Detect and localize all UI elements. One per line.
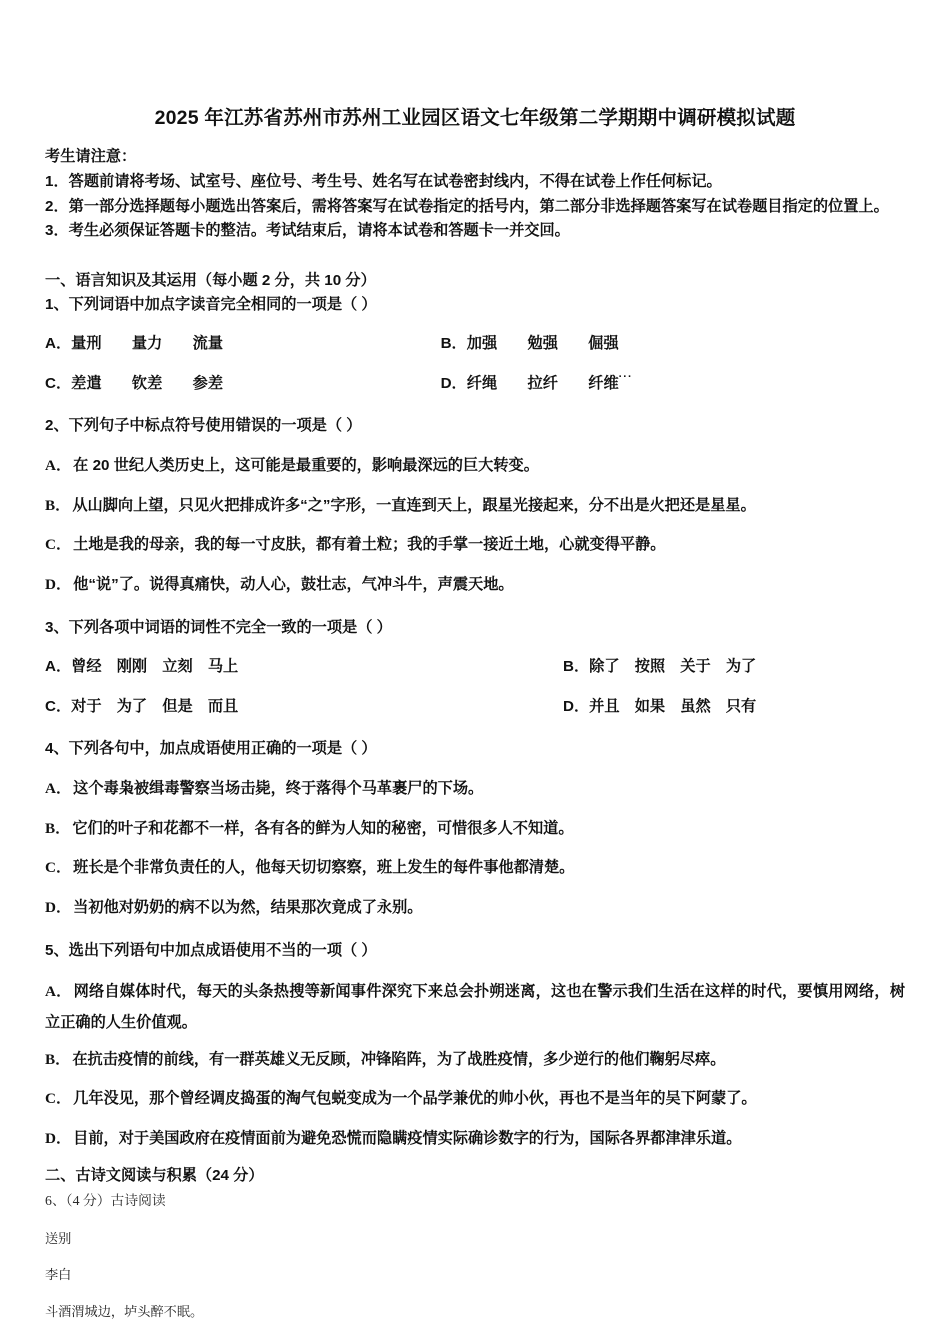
notice-item-2: 2．第一部分选择题每小题选出答案后，需将答案写在试卷指定的括号内，第二部分非选择题答案写在试卷题目指定的位置上。 xyxy=(45,197,889,215)
poem-author: 李白 xyxy=(45,1267,72,1283)
question-2-option-c xyxy=(45,533,905,558)
option-text-3a: 曾经 刚刚 立刻 马上 xyxy=(71,658,239,676)
question-4-option-a xyxy=(45,777,905,802)
option-label-1d: D． xyxy=(440,374,467,392)
question-stem-2: 2、下列句子中标点符号使用错误的一项是（ ） xyxy=(45,417,362,435)
option-text-4c: 班长是个非常负责任的人，他每天切切察察，班上发生的每件事他都清楚。 xyxy=(73,859,575,877)
question-4-option-c xyxy=(45,856,905,881)
option-label-3a: A． xyxy=(45,658,72,676)
question-4-option-b xyxy=(45,817,905,842)
notice-heading: 考生请注意： xyxy=(45,148,137,166)
question-4-option-d xyxy=(45,896,905,921)
question-5-option-a xyxy=(45,976,905,1038)
question-2-option-d xyxy=(45,573,905,598)
option-text-4b: 它们的叶子和花都不一样，各有各的鲜为人知的秘密，可惜很多人不知道。 xyxy=(72,819,574,837)
question-1-options-row-2 xyxy=(45,372,905,397)
notice-item-3: 3．考生必须保证答题卡的整洁。考试结束后，请将本试卷和答题卡一并交回。 xyxy=(45,222,570,240)
question-2-option-a xyxy=(45,454,905,479)
question-stem-1: 1、下列词语中加点字读音完全相同的一项是（ ） xyxy=(45,295,377,313)
option-text-5d: 目前，对于美国政府在疫情面前为避免恐慌而隐瞒疫情实际确诊数字的行为，国际各界都津津乐道。 xyxy=(73,1129,742,1147)
option-label-4b: B． xyxy=(45,819,71,837)
emphasis-dots-marker: ··· xyxy=(618,370,633,383)
option-label-3c: C． xyxy=(45,697,72,715)
option-label-5b: B． xyxy=(45,1050,71,1068)
option-text-5c: 几年没见，那个曾经调皮捣蛋的淘气包蜕变成为一个品学兼优的帅小伙，再也不是当年的吴下阿蒙了。 xyxy=(73,1090,757,1108)
option-label-4a: A． xyxy=(45,780,72,798)
question-1-options-row-1 xyxy=(45,332,905,357)
option-text-1b: 加强 勉强 倔强 xyxy=(466,335,619,353)
option-label-2d: D． xyxy=(45,575,72,593)
poem-line-1: 斗酒渭城边，垆头醉不眠。 xyxy=(45,1304,204,1320)
question-5-option-c xyxy=(45,1087,905,1112)
option-text-1a: 量刑 量力 流量 xyxy=(71,335,224,353)
option-label-4d: D． xyxy=(45,898,72,916)
option-label-2a: A． xyxy=(45,457,72,475)
option-label-5c: C． xyxy=(45,1090,72,1108)
option-label-5a: A． xyxy=(45,983,72,1001)
option-label-5d: D． xyxy=(45,1129,72,1147)
question-stem-5: 5、选出下列语句中加点成语使用不当的一项（ ） xyxy=(45,941,377,959)
option-text-2b: 从山脚向上望，只见火把排成许多“之”字形，一直连到天上，跟星光接起来，分不出是火把还是星星。 xyxy=(72,496,756,514)
question-stem-6: 6、（4 分）古诗阅读 xyxy=(45,1193,166,1209)
option-text-4a: 这个毒枭被缉毒警察当场击毙，终于落得个马革裹尸的下场。 xyxy=(73,780,484,798)
option-label-3b: B． xyxy=(563,658,590,676)
option-text-1d: 纤绳 拉纤 纤维 xyxy=(466,374,619,392)
question-stem-4: 4、下列各句中，加点成语使用正确的一项是（ ） xyxy=(45,740,377,758)
question-5-option-b xyxy=(45,1048,905,1073)
option-text-4d: 当初他对奶奶的病不以为然，结果那次竟成了永别。 xyxy=(73,898,423,916)
section-heading-1: 一、语言知识及其运用（每小题 2 分，共 10 分） xyxy=(45,271,376,289)
notice-item-1: 1．答题前请将考场、试室号、座位号、考生号、姓名写在试卷密封线内，不得在试卷上作任何标记。 xyxy=(45,172,722,190)
option-text-5a: 网络自媒体时代，每天的头条热搜等新闻事件深究下来总会扑朔迷离，这也在警示我们生活在这样的时代，要慎用网络，树立正确的人生价值观。 xyxy=(45,983,906,1032)
option-label-2b: B． xyxy=(45,496,71,514)
question-3-options-row-1 xyxy=(45,655,905,680)
option-text-1c: 差遣 钦差 参差 xyxy=(71,374,224,392)
option-text-2d: 他“说”了。说得真痛快，动人心，鼓壮志，气冲斗牛，声震天地。 xyxy=(73,575,514,593)
option-text-2c: 土地是我的母亲，我的每一寸皮肤，都有着土粒；我的手掌一接近土地，心就变得平静。 xyxy=(73,536,666,554)
option-label-1a: A． xyxy=(45,335,72,353)
option-text-5b: 在抗击疫情的前线，有一群英雄义无反顾，冲锋陷阵，为了战胜疫情，多少逆行的他们鞠躬尽瘁。 xyxy=(72,1050,726,1068)
option-text-2a: 在 20 世纪人类历史上，这可能是最重要的，影响最深远的巨大转变。 xyxy=(73,457,539,475)
option-label-1b: B． xyxy=(440,335,467,353)
page-title: 2025 年江苏省苏州市苏州工业园区语文七年级第二学期期中调研模拟试题 xyxy=(154,107,796,129)
question-2-option-b xyxy=(45,494,905,519)
option-text-3d: 并且 如果 虽然 只有 xyxy=(589,697,757,715)
notice-block xyxy=(45,145,905,244)
option-label-3d: D． xyxy=(563,697,590,715)
question-stem-3: 3、下列各项中词语的词性不完全一致的一项是（ ） xyxy=(45,618,392,636)
option-label-4c: C． xyxy=(45,859,72,877)
question-3-options-row-2 xyxy=(45,695,905,720)
option-text-3c: 对于 为了 但是 而且 xyxy=(71,697,239,715)
option-label-1c: C． xyxy=(45,374,72,392)
section-heading-2: 二、古诗文阅读与积累（24 分） xyxy=(45,1167,264,1185)
question-5-option-d xyxy=(45,1127,905,1152)
option-label-2c: C． xyxy=(45,536,72,554)
option-text-3b: 除了 按照 关于 为了 xyxy=(589,658,757,676)
poem-title: 送别 xyxy=(45,1230,72,1246)
